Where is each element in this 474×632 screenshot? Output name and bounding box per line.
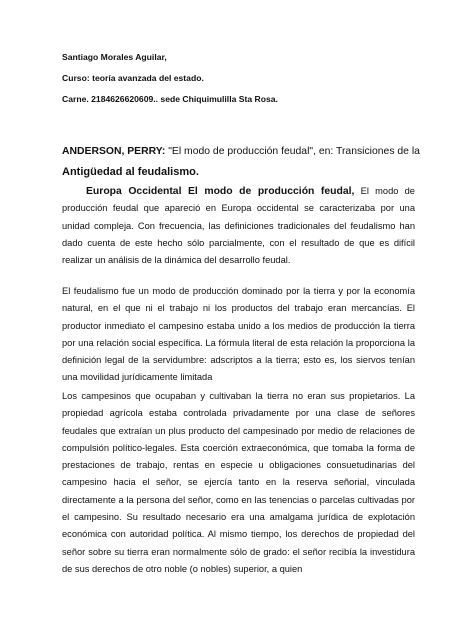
carne-line: Carne. 2184626620609.. sede Chiquimulilla Sta Rosa. xyxy=(62,94,278,104)
paragraph-2-text: El feudalismo fue un modo de producción dominado por la tierra y por la economía natural, en el que ni el trabajo ni los productos del trabajo eran mercancías. El productor inmediato el campesino estaba unido a los medios de producción la tierra por una relación social específica. La fórmula literal de esta relación la proporciona la definición legal de la servidumbre: adscriptos a la tierra; esto es, los siervos tenían una movilidad jurídicamente limitada xyxy=(62,286,415,383)
citation-text: "El modo de producción feudal", en: Transiciones de la xyxy=(165,146,420,157)
paragraph-3 xyxy=(62,388,415,578)
paragraph-2 xyxy=(62,283,415,387)
citation-book: Antigüedad al feudalismo. xyxy=(62,166,199,178)
paragraph-1 xyxy=(62,183,415,269)
citation-heading xyxy=(62,142,422,183)
paragraph-3-text: Los campesinos que ocupaban y cultivaban la tierra no eran sus propietarios. La propiedad agrícola estaba controlada privadamente por una clase de señores feudales que extraían un plus producto del campesinado por medio de relaciones de compulsión político-legales. Esta coerción extraeconómica, que tomaba la forma de prestaciones de trabajo, rentas en especie u obligaciones consuetudinarias del campesino hacia el señor, se ejercía tanto en la reserva señorial, vinculada directamente a la persona del señor, como en las tenencias o parcelas cultivadas por el campesino. Su resultado necesario era una amalgama jurídica de explotación económica con autoridad política. Al mismo tiempo, los derechos de propiedad del señor sobre su tierra eran normalmente sólo de grado: el señor recibía la investidura de sus derechos de otro noble (o nobles) superior, a quien xyxy=(62,391,415,574)
author-name: Santiago Morales Aguilar, xyxy=(62,52,167,62)
paragraph-1-lead: Europa Occidental El modo de producción feudal, xyxy=(86,186,355,197)
course-line: Curso: teoría avanzada del estado. xyxy=(62,73,204,83)
citation-author: ANDERSON, PERRY: xyxy=(62,146,166,157)
paragraph-1-text: El modo de producción feudal que apareció en Europa occidental se caracterizaba por una unidad compleja. Con frecuencia, las definiciones tradicionales del feudalismo han dado cuenta de este hecho sólo parcialmente, con el resultado de que es difícil realizar un análisis de la dinámica del desarrollo feudal. xyxy=(62,186,415,266)
